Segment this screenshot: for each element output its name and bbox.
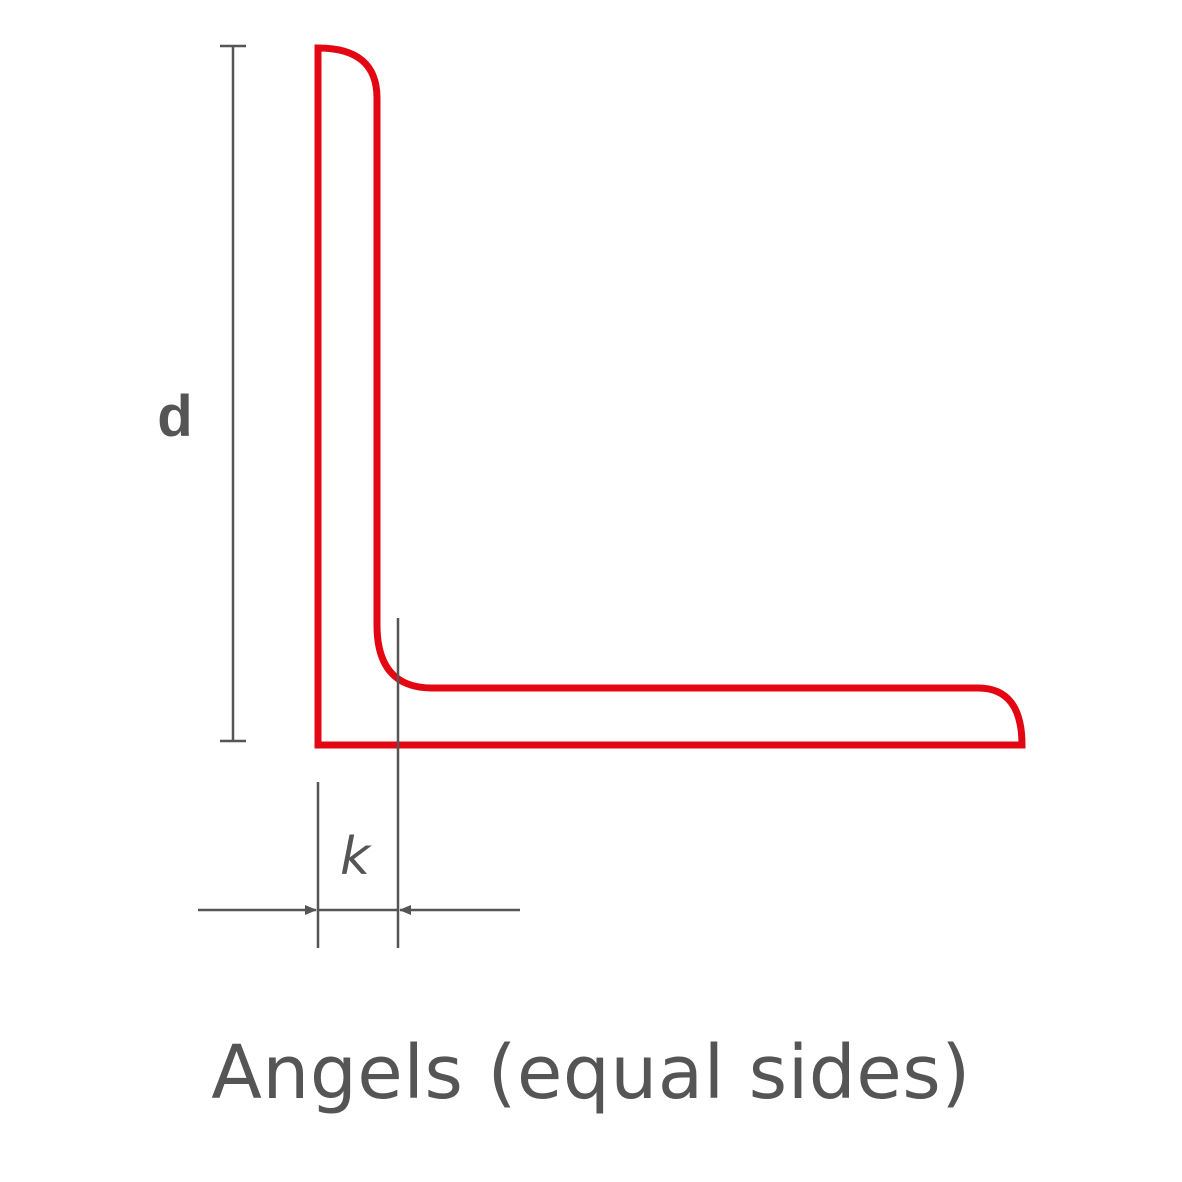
height-dimension	[220, 46, 246, 741]
thickness-dimension	[198, 618, 520, 948]
diagram-caption: Angels (equal sides)	[211, 1030, 971, 1116]
height-dimension-label: d	[157, 384, 193, 449]
thickness-dimension-label: k	[339, 827, 371, 887]
angle-profile-outline	[318, 48, 1022, 745]
